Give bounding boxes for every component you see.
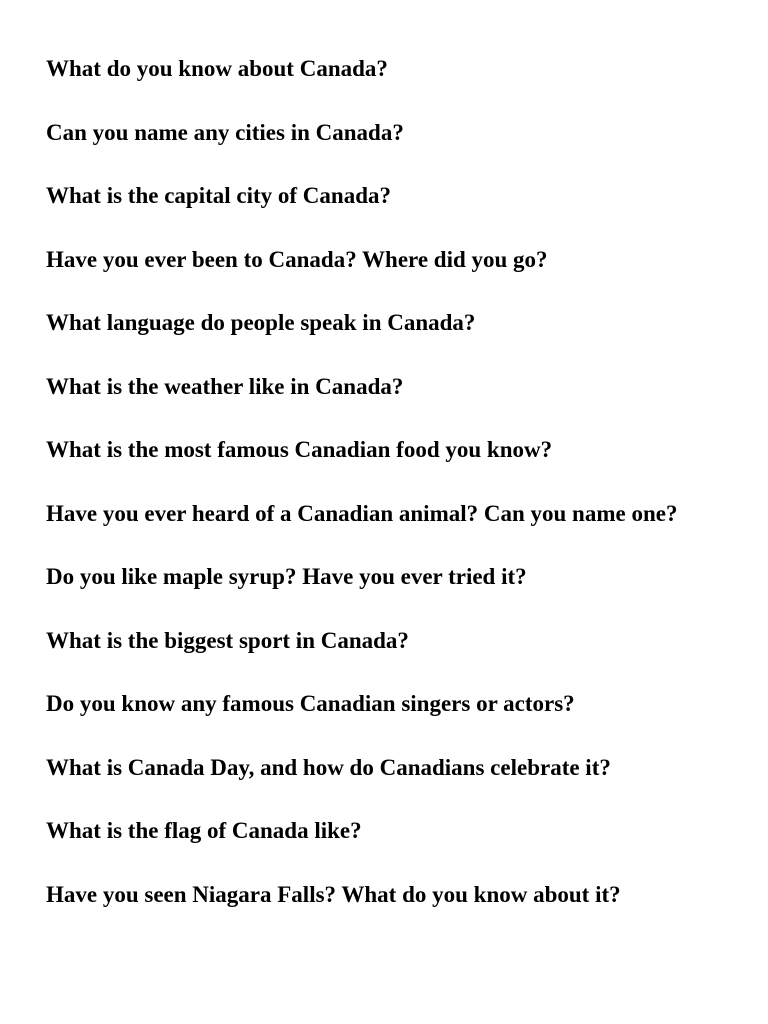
question: What is the flag of Canada like? — [46, 818, 362, 843]
question: What language do people speak in Canada? — [46, 310, 476, 335]
question: What is the weather like in Canada? — [46, 373, 404, 399]
question: What is the capital city of Canada? — [46, 183, 391, 208]
question: What do you know about Canada? — [46, 56, 388, 81]
question-list — [46, 44, 706, 933]
question: Have you seen Niagara Falls? What do you know about it? — [46, 881, 621, 907]
question: Have you ever been to Canada? Where did you go? — [46, 246, 548, 272]
question: What is Canada Day, and how do Canadians celebrate it? — [46, 754, 611, 780]
question: What is the biggest sport in Canada? — [46, 627, 409, 653]
question: Can you name any cities in Canada? — [46, 119, 404, 145]
question: Have you ever heard of a Canadian animal? Can you name one? — [46, 500, 678, 526]
question: What is the most famous Canadian food you know? — [46, 437, 553, 462]
question: Do you like maple syrup? Have you ever tried it? — [46, 564, 527, 589]
question: Do you know any famous Canadian singers or actors? — [46, 691, 575, 716]
